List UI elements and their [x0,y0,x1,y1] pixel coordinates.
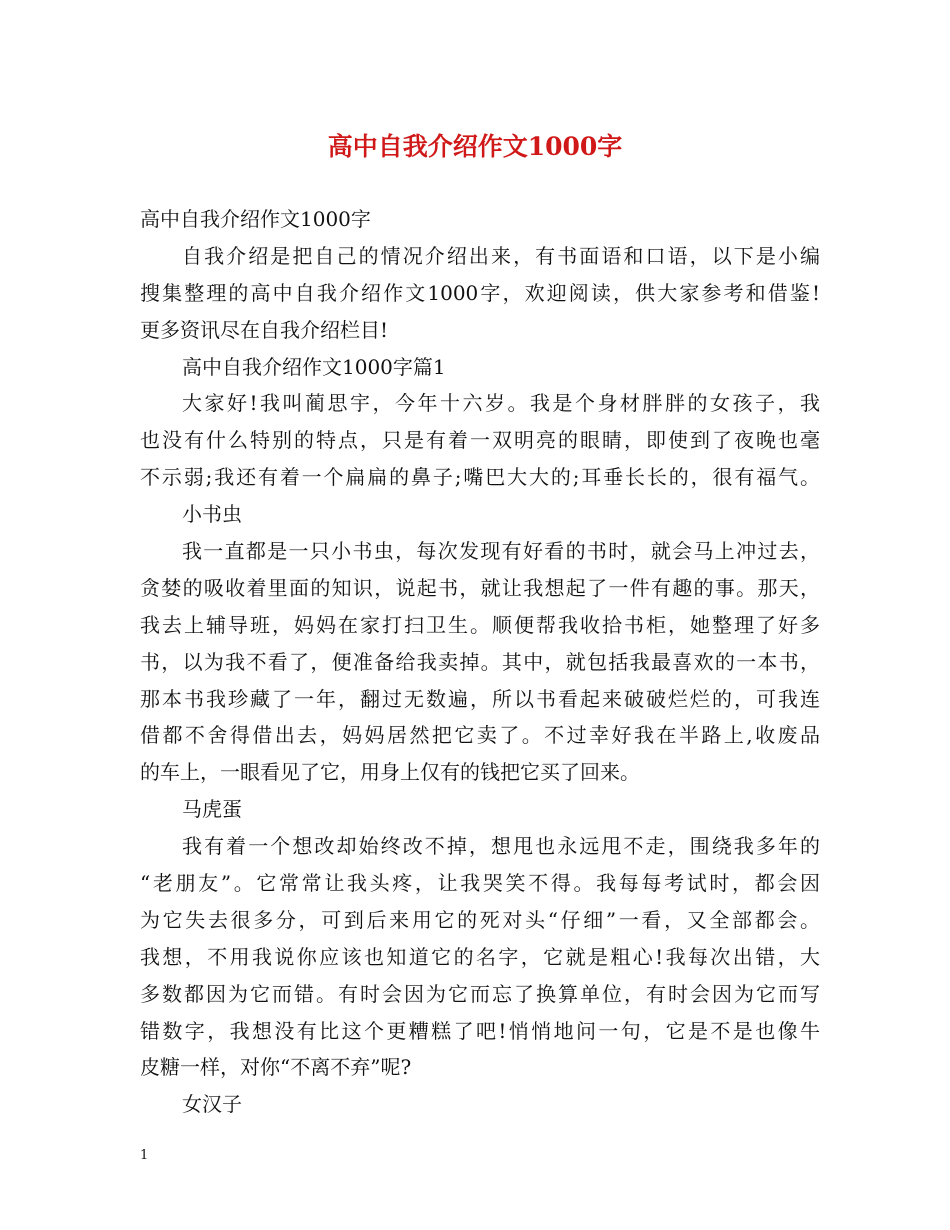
text-line: 的车上，一眼看见了它，用身上仅有的钱把它买了回来。 [140,760,640,785]
text-line: 为它失去很多分，可到后来用它的死对头“仔细”一看，又全部都会。 [140,907,820,932]
text-line: 那本书我珍藏了一年，翻过无数遍，所以书看起来破破烂烂的，可我连 [140,686,820,711]
text-line: 错数字，我想没有比这个更糟糕了吧!悄悄地问一句，它是不是也像牛 [140,1018,820,1043]
text-line: 搜集整理的高中自我介绍作文1000字，欢迎阅读，供大家参考和借鉴! [140,280,820,305]
text-line: 更多资讯尽在自我介绍栏目! [140,317,389,342]
text-line: 贪婪的吸收着里面的知识，说起书，就让我想起了一件有趣的事。那天， [140,575,820,600]
document-title: 高中自我介绍作文1000字 [327,132,623,161]
text-line: 高中自我介绍作文1000字 [140,207,371,231]
section-heading: 高中自我介绍作文1000字篇1 [182,354,446,379]
text-line: 我想，不用我说你应该也知道它的名字，它就是粗心!我每次出错，大 [140,944,820,969]
section-heading: 女汉子 [182,1092,242,1117]
text-line: 自我介绍是把自己的情况介绍出来，有书面语和口语，以下是小编 [182,243,820,268]
text-line: 也没有什么特别的特点，只是有着一双明亮的眼睛，即使到了夜晚也毫 [140,428,820,453]
text-line: 我一直都是一只小书虫，每次发现有好看的书时，就会马上冲过去， [182,539,820,564]
text-line: 我去上辅导班，妈妈在家打扫卫生。顺便帮我收拾书柜，她整理了好多 [140,612,820,637]
page-number: 1 [140,1148,149,1163]
text-line: 皮糖一样，对你“不离不弃”呢? [140,1055,412,1080]
document-body [140,201,820,1123]
section-heading: 小书虫 [182,502,242,527]
section-heading: 马虎蛋 [182,797,242,822]
text-line: 借都不舍得借出去，妈妈居然把它卖了。不过幸好我在半路上,收废品 [140,723,820,748]
text-line: 大家好!我叫蔺思宇，今年十六岁。我是个身材胖胖的女孩子，我 [182,391,820,416]
text-line: 书，以为我不看了，便准备给我卖掉。其中，就包括我最喜欢的一本书， [140,649,820,674]
text-line: 我有着一个想改却始终改不掉，想甩也永远甩不走，围绕我多年的 [182,834,820,859]
text-line: “老朋友”。它常常让我头疼，让我哭笑不得。我每每考试时，都会因 [140,871,820,896]
text-line: 多数都因为它而错。有时会因为它而忘了换算单位，有时会因为它而写 [140,981,820,1006]
text-line: 不示弱;我还有着一个扁扁的鼻子;嘴巴大大的;耳垂长长的，很有福气。 [140,465,820,490]
